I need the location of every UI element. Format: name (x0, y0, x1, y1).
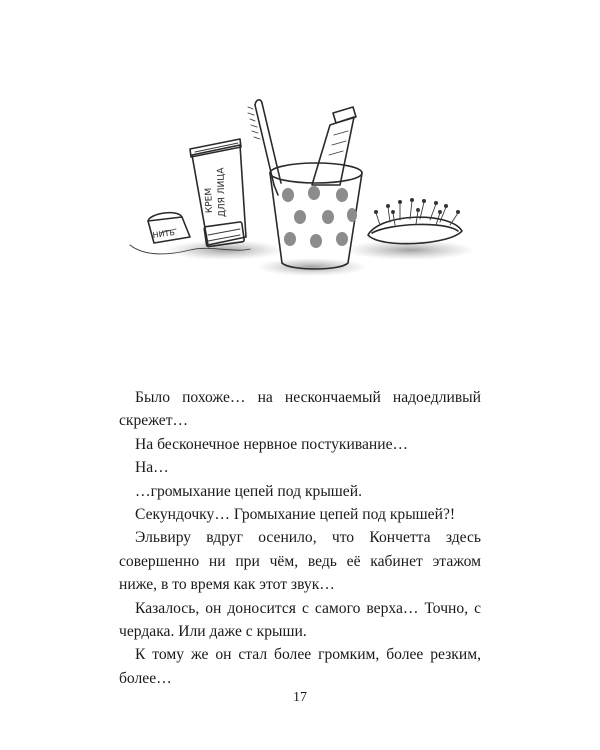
paragraph: Казалось, он доносится с самого верха… Точно, с чердака. Или даже с крыши. (119, 599, 481, 641)
paragraph: Секундочку… Громыхание цепей под крышей?! (135, 506, 456, 524)
toothpaste-tube (312, 107, 356, 185)
tube-label-line2: ДЛЯ ЛИЦА (216, 167, 228, 218)
paragraph: …громыхание цепей под крышей. (135, 482, 362, 500)
hairbrush (368, 198, 462, 243)
face-cream-tube (190, 139, 246, 247)
paragraph: К тому же он стал более громким, более резким, более… (119, 646, 481, 687)
ground-shadow (165, 240, 285, 260)
floss-label: НИТЬ (152, 227, 176, 240)
paragraph: На… (135, 459, 169, 477)
ground-shadow (257, 258, 367, 276)
toothbrush (248, 100, 281, 185)
toothbrush-cup (270, 163, 362, 269)
page-number: 17 (293, 690, 307, 705)
paragraph: Было похоже… на нескончаемый надоедливый скрежет… (119, 389, 481, 430)
bathroom-items-illustration (50, 45, 550, 335)
story-text (119, 386, 481, 690)
illustration-drawing (50, 45, 550, 335)
paragraph: На бесконечное нервное постукивание… (135, 435, 409, 453)
tube-label-line1: КРЕМ (204, 187, 215, 214)
paragraph: Эльвиру вдруг осенило, что Кончетта здесь совершенно ни при чём, ведь её кабинет этажом ниже, в то время как этот звук… (119, 529, 481, 594)
